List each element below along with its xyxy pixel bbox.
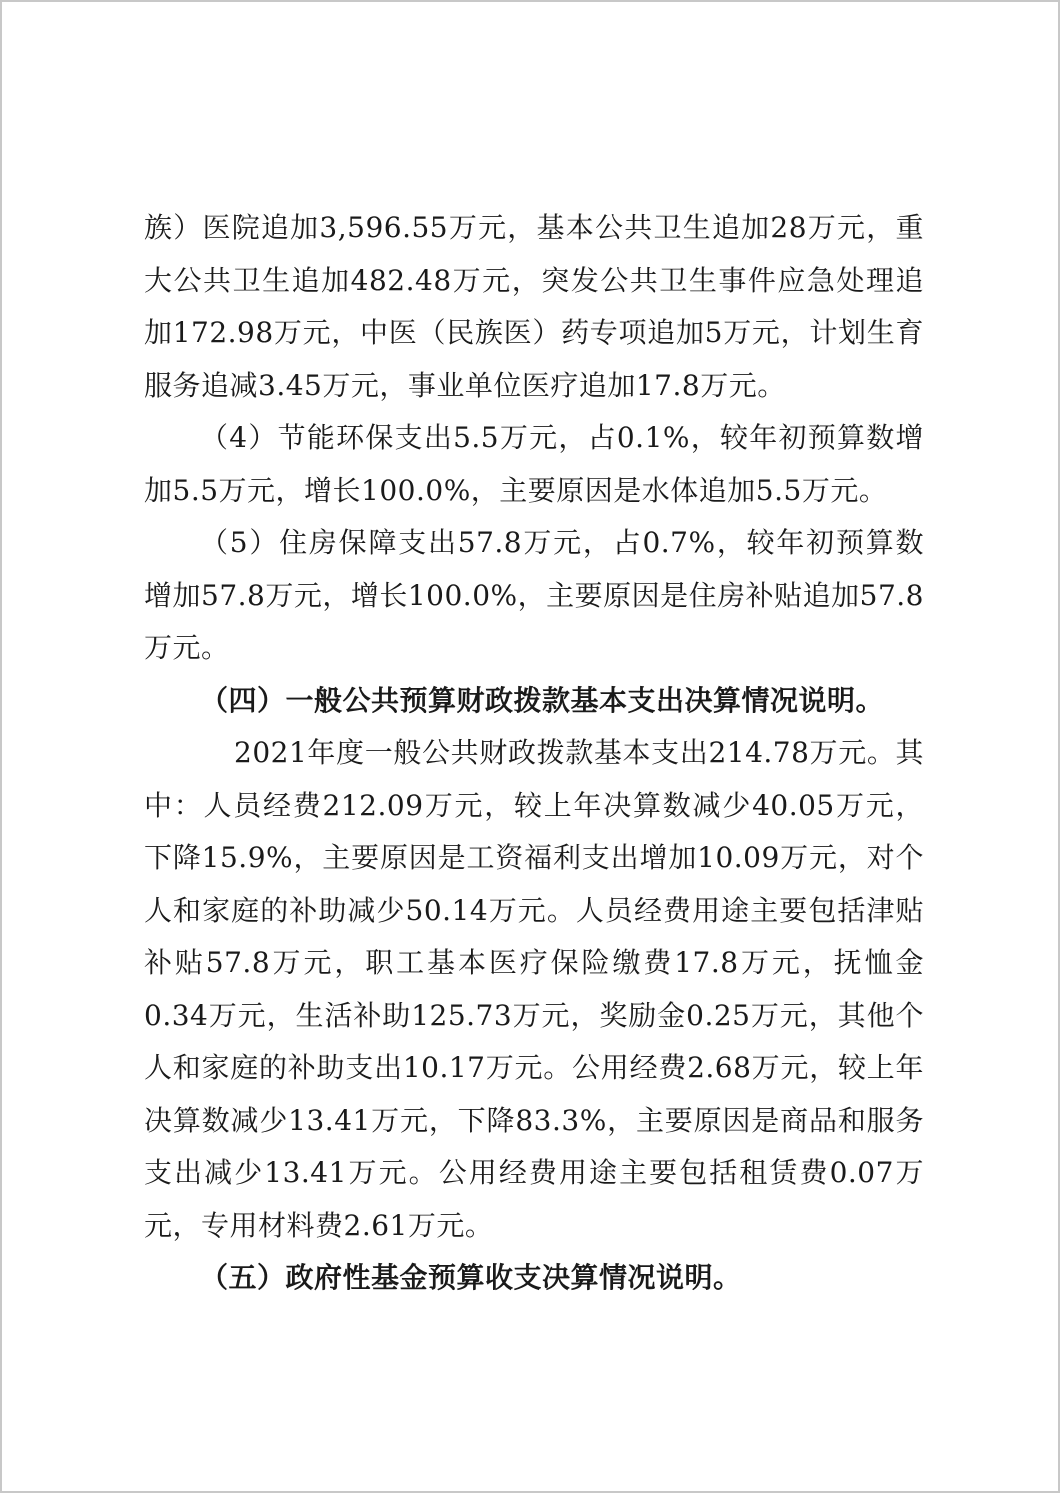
document-body (144, 202, 924, 1305)
paragraph-housing-security: （5）住房保障支出57.8万元，占0.7%，较年初预算数增加57.8万元，增长100.0%，主要原因是住房补贴追加57.8万元。 (144, 526, 924, 664)
section-heading-basic-expenditure: （四）一般公共预算财政拨款基本支出决算情况说明。 (200, 683, 885, 717)
paragraph-health-additions: 族）医院追加3,596.55万元，基本公共卫生追加28万元，重大公共卫生追加482.48万元，突发公共卫生事件应急处理追加172.98万元，中医（民族医）药专项追加5万元，计划生育服务追减3.45万元，事业单位医疗追加17.8万元。 (144, 211, 924, 402)
section-heading-government-fund: （五）政府性基金预算收支决算情况说明。 (200, 1261, 742, 1294)
paragraph-basic-expenditure-detail: 2021年度一般公共财政拨款基本支出214.78万元。其中：人员经费212.09万元，较上年决算数减少40.05万元，下降15.9%，主要原因是工资福利支出增加10.09万元，对个人和家庭的补助减少50.14万元。人员经费用途主要包括津贴补贴57.8万元，职工基本医疗保险缴费17.8万元，抚恤金0.34万元，生活补助125.73万元，奖励金0.25万元，其他个人和家庭的补助支出10.17万元。公用经费2.68万元，较上年决算数减少13.41万元，下降83.3%，主要原因是商品和服务支出减少13.41万元。公用经费用途主要包括租赁费0.07万元，专用材料费2.61万元。 (144, 736, 924, 1242)
paragraph-energy-environment: （4）节能环保支出5.5万元，占0.1%，较年初预算数增加5.5万元，增长100.0%，主要原因是水体追加5.5万元。 (144, 421, 924, 507)
